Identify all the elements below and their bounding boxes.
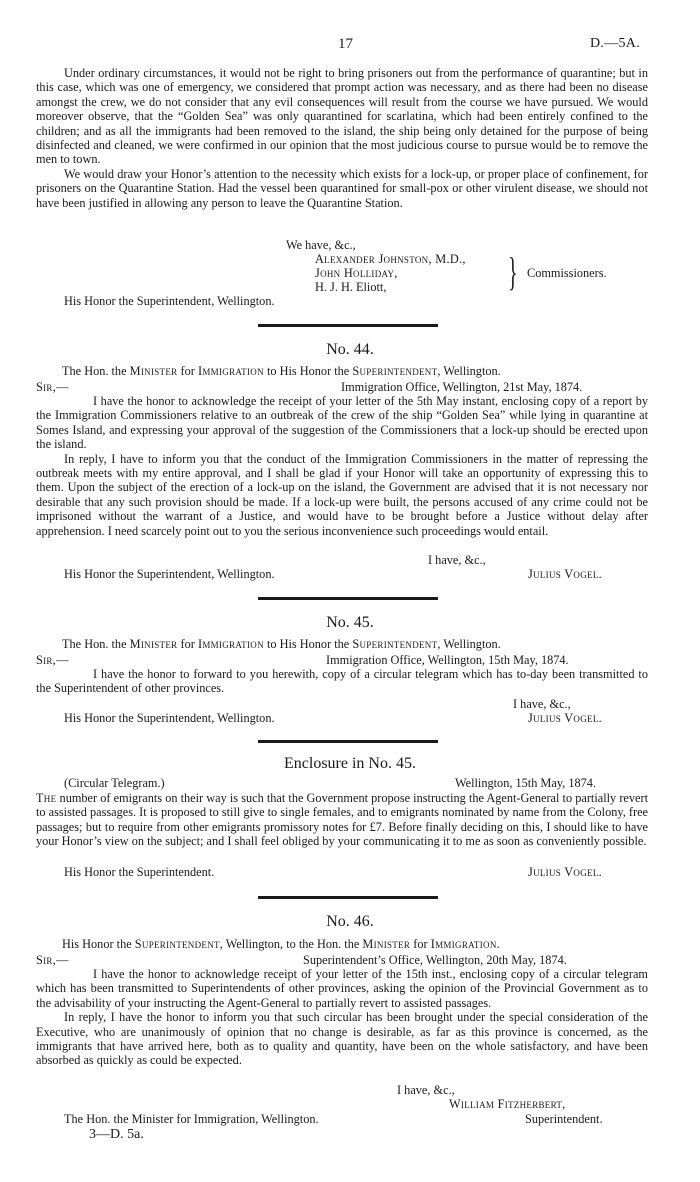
addressee-44: His Honor the Superintendent, Wellington. xyxy=(64,567,275,581)
signatory-2: John Holliday, xyxy=(315,266,398,280)
letter-body-46 xyxy=(36,967,648,1068)
signatory-brace: } xyxy=(508,249,518,294)
from-to-line-46: His Honor the Superintendent, Wellington, to the Hon. the Minister for Immigration. xyxy=(62,937,500,951)
section-divider xyxy=(258,740,438,743)
intro-addressee: His Honor the Superintendent, Wellington. xyxy=(64,294,275,308)
letter-46-paragraph-1: I have the honor to acknowledge receipt of your letter of the 15th inst., enclosing copy of a circular telegram which has been transmitted to Superintendents of other provinces, asking the opinion of the Provincial Government as to the advisability of your instructing the Agent-General to partially revert to assisted passages. xyxy=(36,967,648,1010)
intro-letter xyxy=(36,66,648,210)
section-title-45: No. 45. xyxy=(326,614,374,631)
closing-45: I have, &c., xyxy=(513,697,571,711)
intro-closing: We have, &c., xyxy=(286,238,356,252)
section-title-46: No. 46. xyxy=(326,913,374,930)
enclosure-place-date: Wellington, 15th May, 1874. xyxy=(455,776,596,790)
salutation-44: Sir,— xyxy=(36,380,69,394)
salutation-46: Sir,— xyxy=(36,953,69,967)
printer-signature-mark: 3—D. 5a. xyxy=(89,1127,144,1142)
section-divider xyxy=(258,324,438,327)
letter-45-paragraph-1: I have the honor to forward to you herewith, copy of a circular telegram which has to-day been transmitted to the Superintendent of other provinces. xyxy=(36,667,648,696)
intro-paragraph-2: We would draw your Honor’s attention to the necessity which exists for a lock-up, or proper place of confinement, for prisoners on the Quarantine Station. Had the vessel been quarantined for small-pox or other virulent disease, we should not have been justified in allowing any person to leave the Quarantine Station. xyxy=(36,166,648,210)
letter-body-45 xyxy=(36,667,648,696)
signature-46: William Fitzherbert, xyxy=(449,1097,566,1111)
signatory-3: H. J. H. Eliott, xyxy=(315,280,387,294)
place-date-44: Immigration Office, Wellington, 21st May, 1874. xyxy=(341,380,583,394)
letter-46-paragraph-2: In reply, I have the honor to inform you that such circular has been brought under the special consideration of the Executive, who are unanimously of opinion that no change is desirable, as far as this province is concerned, as the immigrants that have arrived here, both as to quality and quantity, have been on the whole satisfactory, and have been absorbed as quickly as could be expected. xyxy=(36,1010,648,1068)
section-divider xyxy=(258,597,438,600)
enclosure-title-45: Enclosure in No. 45. xyxy=(284,755,416,772)
letter-44-paragraph-2: In reply, I have to inform you that the conduct of the Immigration Commissioners in the matter of repressing the outbreak meets with my entire approval, and I shall be glad if your Honor will take an opportunity of expressing this to them. Upon the subject of the erection of a lock-up on the island, the Government are advised that it is not necessary nor desirable that any such provision should be made. If a lock-up were built, the persons accused of any crime could not be imprisoned without the warrant of a Justice, and would have to be brought before a Justice without delay after apprehension. I need scarcely point out to you the serious inconvenience such proceedings would entail. xyxy=(36,451,648,538)
place-date-45: Immigration Office, Wellington, 15th May, 1874. xyxy=(326,653,569,667)
enclosure-kind: (Circular Telegram.) xyxy=(64,776,165,790)
place-date-46: Superintendent’s Office, Wellington, 20th May, 1874. xyxy=(303,953,567,967)
page-number: 17 xyxy=(338,36,353,52)
salutation-45: Sir,— xyxy=(36,653,69,667)
section-title-44: No. 44. xyxy=(326,341,374,358)
enclosure-body xyxy=(36,791,648,849)
letter-44-paragraph-1: I have the honor to acknowledge the receipt of your letter of the 5th May instant, enclosing copy of a report by the Immigration Commissioners relative to an outbreak of the crew of the ship “Golden Sea” while lying in quarantine at Somes Island, and expressing your approval of the suggestion of the Commissioners that a lock-up should be erected upon the island. xyxy=(36,394,648,452)
closing-46: I have, &c., xyxy=(397,1083,455,1097)
enclosure-signature: Julius Vogel. xyxy=(528,865,602,879)
section-divider xyxy=(258,896,438,899)
signatory-role: Commissioners. xyxy=(527,266,607,280)
enclosure-addressee: His Honor the Superintendent. xyxy=(64,865,215,879)
signature-45: Julius Vogel. xyxy=(528,711,602,725)
closing-44: I have, &c., xyxy=(428,553,486,567)
enclosure-lead-word: The xyxy=(36,791,57,805)
from-to-line-44: The Hon. the Minister for Immigration to His Honor the Superintendent, Wellington. xyxy=(62,364,501,378)
enclosure-paragraph: The number of emigrants on their way is such that the Government propose instructing the Agent-General to partially revert to assisted passages. It is proposed to still give to single females, and to emigrants nominated by name from the Colony, free passages; but to require from other emigrants promissory notes for £7. Before finally deciding on this, I should like to have your Honor’s view on the subject; and I shall feel obliged by your communicating it to me as soon as conveniently possible. xyxy=(36,791,648,849)
addressee-46: The Hon. the Minister for Immigration, Wellington. xyxy=(64,1112,319,1126)
addressee-45: His Honor the Superintendent, Wellington. xyxy=(64,711,275,725)
from-to-line-45: The Hon. the Minister for Immigration to His Honor the Superintendent, Wellington. xyxy=(62,637,501,651)
intro-paragraph-1: Under ordinary circumstances, it would not be right to bring prisoners out from the performance of quarantine; but in this case, which was one of emergency, we considered that prompt action was necessary, and as there had been no disease amongst the crew, we do not consider that any evil consequences will result from the course we have pursued. We would moreover observe, that the “Golden Sea” was only quarantined for scarlatina, which had been entirely confined to the children; and as all the immigrants had been removed to the island, the ship being only detained for the purpose of being disinfected and cleaned, we were confirmed in our opinion that the most judicious course to pursue would be to remove the men to town. xyxy=(36,66,648,167)
signatory-1: Alexander Johnston, M.D., xyxy=(315,252,466,266)
signature-44: Julius Vogel. xyxy=(528,567,602,581)
document-reference: D.—5A. xyxy=(590,36,641,51)
signature-role-46: Superintendent. xyxy=(525,1112,603,1126)
letter-body-44 xyxy=(36,394,648,538)
